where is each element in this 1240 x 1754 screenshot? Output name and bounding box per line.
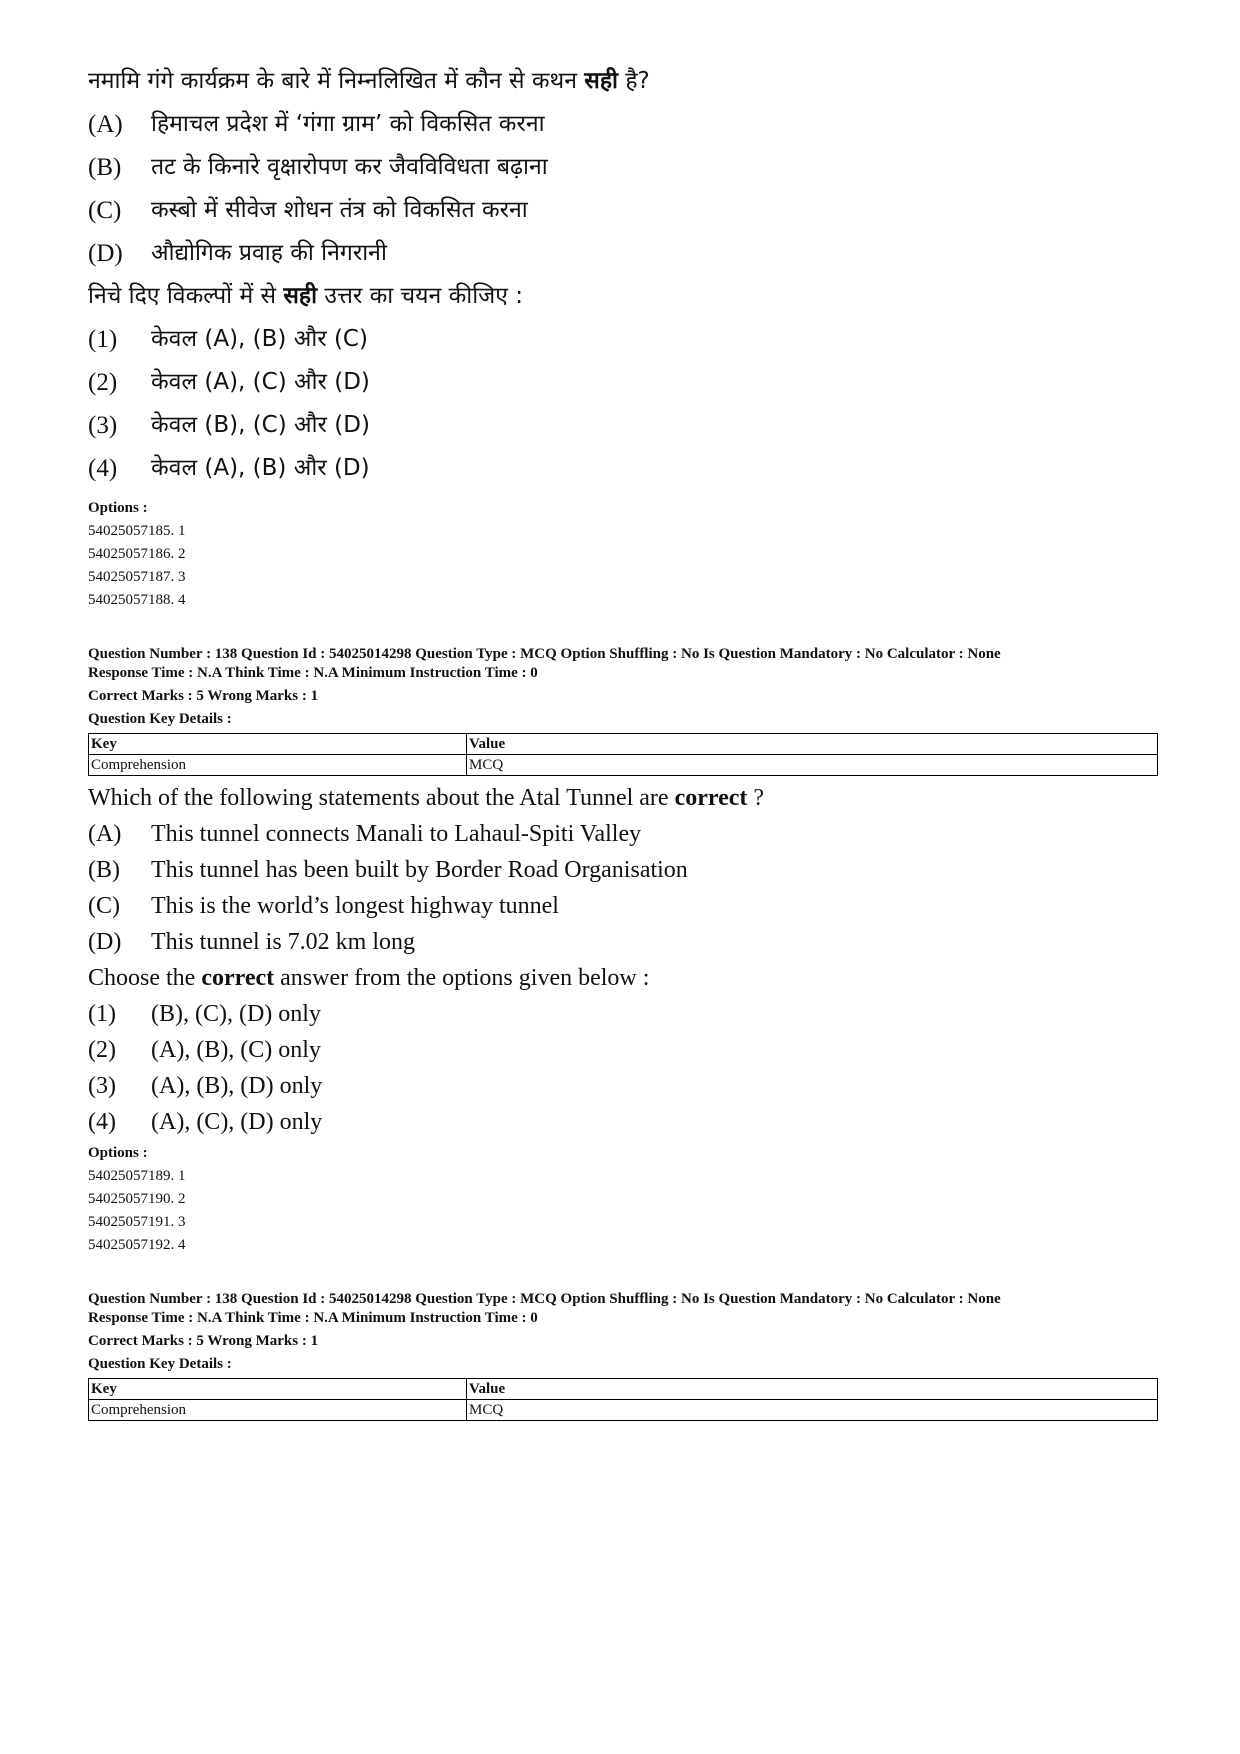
question-meta — [88, 1290, 1158, 1421]
choose-instruction: Choose the correct answer from the options given below : — [88, 965, 650, 991]
option-item: 54025057189. 1 — [88, 1168, 186, 1184]
question-meta — [88, 645, 1158, 776]
choice-1: (1) केवल (A), (B) और (C) — [88, 326, 368, 353]
table-header-value: Value — [467, 734, 1158, 755]
choice-3: (3) केवल (B), (C) और (D) — [88, 412, 370, 439]
options-title: Options : — [88, 1145, 148, 1161]
choice-2: (2) केवल (A), (C) और (D) — [88, 369, 370, 396]
statement-b: (B) This tunnel has been built by Border Road Organisation — [88, 857, 688, 883]
statement-b: (B) तट के किनारे वृक्षारोपण कर जैवविविधता बढ़ाना — [88, 154, 548, 181]
marks-line: Correct Marks : 5 Wrong Marks : 1 — [88, 688, 319, 704]
question-stem: Which of the following statements about the Atal Tunnel are correct ? — [88, 785, 765, 811]
key-details-label: Question Key Details : — [88, 1356, 232, 1372]
choice-1: (1) (B), (C), (D) only — [88, 1001, 321, 1027]
option-item: 54025057190. 2 — [88, 1191, 186, 1207]
table-header-row — [89, 1379, 1158, 1400]
choice-3: (3) (A), (B), (D) only — [88, 1073, 323, 1099]
meta-line-1: Question Number : 138 Question Id : 54025014298 Question Type : MCQ Option Shuffling : No Is Question Mandatory : No Calculator : None — [88, 646, 1001, 662]
options-list — [88, 1142, 186, 1257]
options-title: Options : — [88, 500, 148, 516]
marks-line: Correct Marks : 5 Wrong Marks : 1 — [88, 1333, 319, 1349]
key-value-table — [88, 733, 1158, 776]
table-cell-key: Comprehension — [89, 755, 467, 776]
statement-a: (A) हिमाचल प्रदेश में ‘गंगा ग्राम’ को विकसित करना — [88, 111, 545, 138]
statement-c: (C) This is the world’s longest highway tunnel — [88, 893, 559, 919]
statement-d: (D) This tunnel is 7.02 km long — [88, 929, 415, 955]
statement-d: (D) औद्योगिक प्रवाह की निगरानी — [88, 240, 387, 267]
choice-2: (2) (A), (B), (C) only — [88, 1037, 321, 1063]
key-value-table — [88, 1378, 1158, 1421]
table-row — [89, 755, 1158, 776]
choose-instruction: निचे दिए विकल्पों में से सही उत्तर का चयन कीजिए : — [88, 283, 523, 309]
option-item: 54025057188. 4 — [88, 592, 186, 608]
question-english — [88, 780, 764, 1140]
table-header-key: Key — [89, 734, 467, 755]
table-header-row — [89, 734, 1158, 755]
option-item: 54025057187. 3 — [88, 569, 186, 585]
meta-line-2: Response Time : N.A Think Time : N.A Minimum Instruction Time : 0 — [88, 1310, 538, 1326]
question-hindi — [88, 60, 650, 490]
table-cell-key: Comprehension — [89, 1400, 467, 1421]
table-cell-value: MCQ — [467, 1400, 1158, 1421]
key-details-label: Question Key Details : — [88, 711, 232, 727]
statement-c: (C) कस्बो में सीवेज शोधन तंत्र को विकसित करना — [88, 197, 528, 224]
option-item: 54025057191. 3 — [88, 1214, 186, 1230]
table-header-value: Value — [467, 1379, 1158, 1400]
table-header-key: Key — [89, 1379, 467, 1400]
option-item: 54025057192. 4 — [88, 1237, 186, 1253]
meta-line-1: Question Number : 138 Question Id : 54025014298 Question Type : MCQ Option Shuffling : No Is Question Mandatory : No Calculator : None — [88, 1291, 1001, 1307]
table-cell-value: MCQ — [467, 755, 1158, 776]
meta-line-2: Response Time : N.A Think Time : N.A Minimum Instruction Time : 0 — [88, 665, 538, 681]
table-row — [89, 1400, 1158, 1421]
option-item: 54025057186. 2 — [88, 546, 186, 562]
choice-4: (4) (A), (C), (D) only — [88, 1109, 323, 1135]
options-list — [88, 497, 186, 612]
question-stem: नमामि गंगे कार्यक्रम के बारे में निम्नलिखित में कौन से कथन सही है? — [88, 68, 650, 94]
option-item: 54025057185. 1 — [88, 523, 186, 539]
statement-a: (A) This tunnel connects Manali to Lahaul-Spiti Valley — [88, 821, 642, 847]
choice-4: (4) केवल (A), (B) और (D) — [88, 455, 370, 482]
